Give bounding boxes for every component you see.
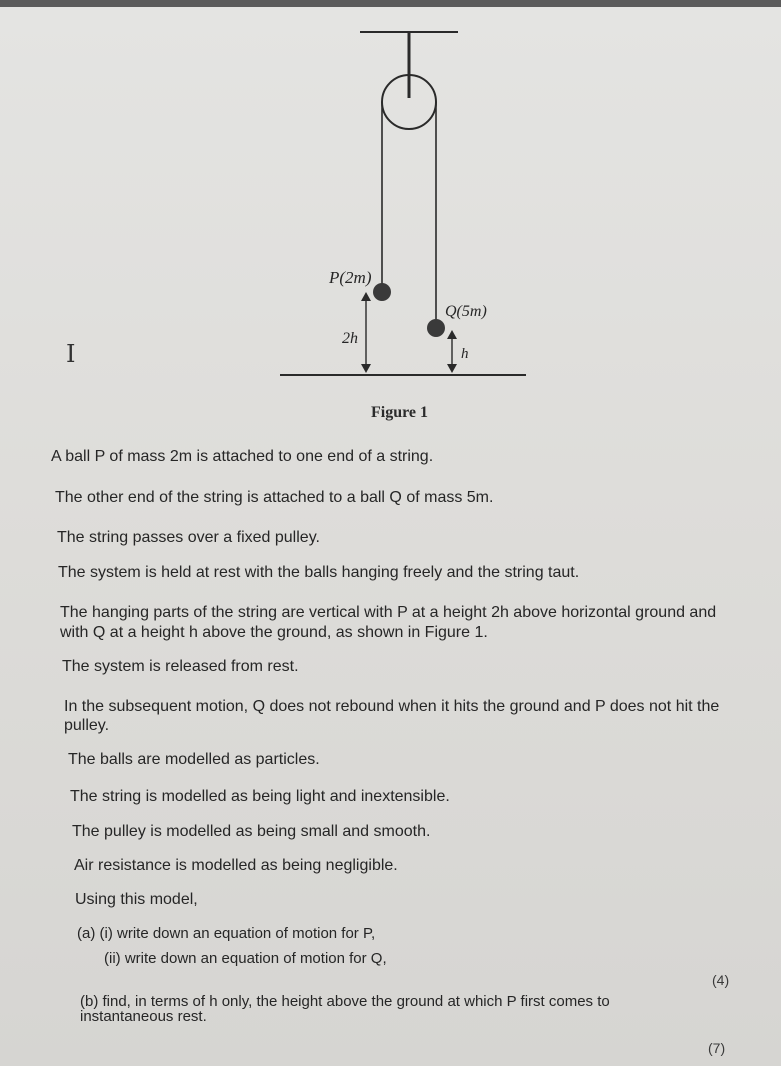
text-cursor-icon: I [66,340,76,368]
part-b-marks: (7) [708,1040,726,1056]
height-h-arrowhead-up [447,330,457,339]
part-a-marks: (4) [712,972,730,988]
part-a-i: (a) (i) write down an equation of motion for P, [77,925,376,942]
question-text-line: The string passes over a fixed pulley. [57,529,320,546]
pulley-diagram-svg [0,0,781,440]
label-h: h [461,346,469,362]
question-text-line: Air resistance is modelled as being negligible. [74,857,398,874]
question-text-line: with Q at a height h above the ground, as shown in Figure 1. [60,624,488,641]
height-h-arrowhead-down [447,364,457,373]
label-q: Q(5m) [445,303,487,320]
figure-caption: Figure 1 [371,404,429,421]
figure-1-diagram [0,0,781,440]
label-2h: 2h [342,330,358,347]
part-a-ii: (ii) write down an equation of motion for Q, [104,950,387,967]
question-text-line: The system is released from rest. [62,658,299,675]
question-text-line: The string is modelled as being light and inextensible. [70,788,450,805]
height-2h-arrowhead-up [361,292,371,301]
question-text-line: pulley. [64,717,110,734]
height-2h-arrowhead-down [361,364,371,373]
question-text-line: The balls are modelled as particles. [68,751,320,768]
part-b-line-1: (b) find, in terms of h only, the height above the ground at which P first comes to [80,993,610,1010]
question-text-line: Using this model, [75,891,198,908]
question-text-line: A ball P of mass 2m is attached to one end of a string. [51,448,434,465]
question-text-line: The other end of the string is attached to a ball Q of mass 5m. [55,489,494,506]
label-p: P(2m) [329,268,372,287]
question-text-line: In the subsequent motion, Q does not rebound when it hits the ground and P does not hit the [64,698,720,715]
question-text-line: The system is held at rest with the balls hanging freely and the string taut. [58,564,580,581]
ball-p [373,283,391,301]
ball-q [427,319,445,337]
part-b-line-2: instantaneous rest. [80,1008,207,1025]
question-text-line: The pulley is modelled as being small and smooth. [72,823,431,840]
question-text-line: The hanging parts of the string are vertical with P at a height 2h above horizontal ground and [60,604,717,621]
